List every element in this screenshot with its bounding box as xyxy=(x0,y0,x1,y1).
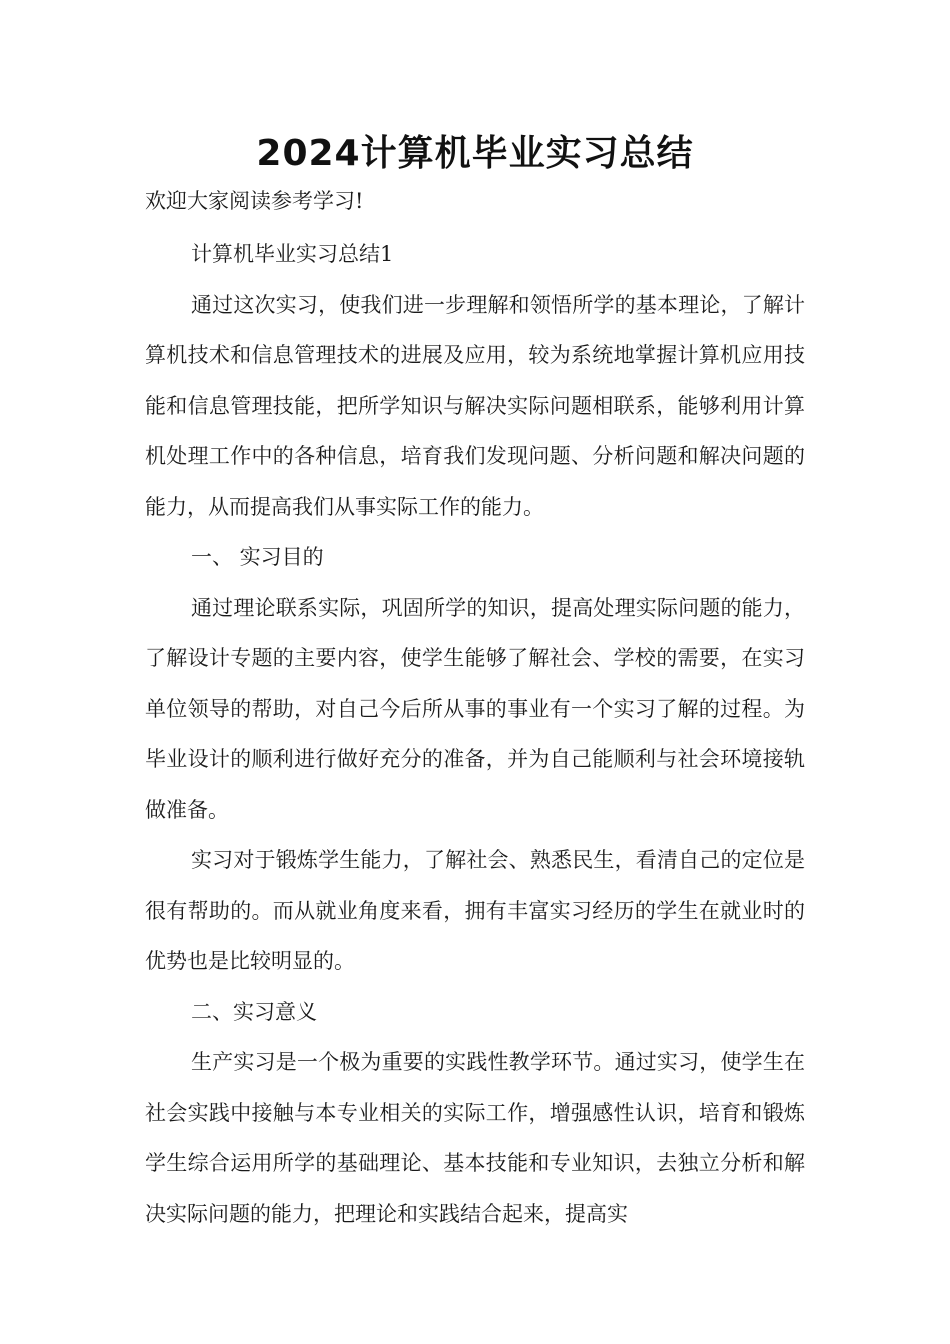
document-body xyxy=(145,229,805,1239)
body-paragraph: 实习对于锻炼学生能力，了解社会、熟悉民生，看清自己的定位是很有帮助的。而从就业角度来看，拥有丰富实习经历的学生在就业时的优势也是比较明显的。 xyxy=(145,848,805,973)
section-heading: 计算机毕业实习总结1 xyxy=(191,242,394,266)
section-heading: 一、 实习目的 xyxy=(191,545,324,569)
section-heading: 二、实习意义 xyxy=(191,999,317,1024)
body-paragraph: 通过理论联系实际，巩固所学的知识，提高处理实际问题的能力，了解设计专题的主要内容，使学生能够了解社会、学校的需要，在实习单位领导的帮助，对自己今后所从事的事业有一个实习了解的过程。为毕业设计的顺利进行做好充分的准备，并为自己能顺利与社会环境接轨做准备。 xyxy=(145,595,805,822)
body-paragraph: 通过这次实习，使我们进一步理解和领悟所学的基本理论，了解计算机技术和信息管理技术的进展及应用，较为系统地掌握计算机应用技能和信息管理技能，把所学知识与解决实际问题相联系，能够利用计算机处理工作中的各种信息，培育我们发现问题、分析问题和解决问题的能力，从而提高我们从事实际工作的能力。 xyxy=(145,292,805,519)
body-paragraph: 生产实习是一个极为重要的实践性教学环节。通过实习，使学生在社会实践中接触与本专业相关的实际工作，增强感性认识，培育和锻炼学生综合运用所学的基础理论、基本技能和专业知识，去独立分析和解决实际问题的能力，把理论和实践结合起来，提高实 xyxy=(145,1050,805,1226)
document-title: 2024计算机毕业实习总结 xyxy=(256,133,694,174)
greeting-text: 欢迎大家阅读参考学习! xyxy=(145,189,364,213)
